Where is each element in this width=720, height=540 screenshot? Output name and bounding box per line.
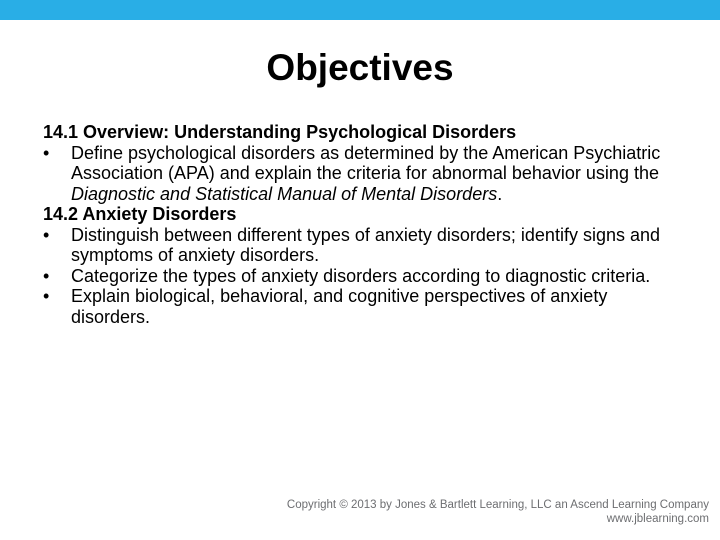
copyright-text: Copyright © 2013 by Jones & Bartlett Learning, LLC an Ascend Learning Company xyxy=(286,499,709,511)
bullet-text: Define psychological disorders as determined by the American Psychiatric Association (APA) and explain the criteria for abnormal behavior using the xyxy=(71,142,661,183)
copyright-footer xyxy=(287,498,709,526)
objectives-content xyxy=(43,122,683,327)
bullet-text: Explain biological, behavioral, and cognitive perspectives of anxiety disorders. xyxy=(71,286,608,327)
dsm-title-italic: Diagnostic and Statistical Manual of Mental Disorders xyxy=(71,183,498,204)
bullet-icon: • xyxy=(43,224,50,245)
section-heading: 14.1 Overview: Understanding Psychological Disorders xyxy=(43,122,517,142)
bullet-item xyxy=(43,225,683,266)
bullet-text-end: . xyxy=(497,183,503,204)
section-anxiety xyxy=(43,204,683,327)
top-accent-bar xyxy=(0,0,720,20)
website-text: www.jblearning.com xyxy=(606,513,709,525)
bullet-text: Categorize the types of anxiety disorders according to diagnostic criteria. xyxy=(71,265,651,286)
section-heading: 14.2 Anxiety Disorders xyxy=(43,204,237,224)
bullet-icon: • xyxy=(43,265,50,286)
bullet-icon: • xyxy=(43,286,50,306)
bullet-item xyxy=(43,143,683,205)
bullet-item xyxy=(43,286,683,327)
slide-title: Objectives xyxy=(266,47,454,88)
section-overview xyxy=(43,122,683,204)
bullet-item xyxy=(43,266,683,287)
bullet-text: Distinguish between different types of anxiety disorders; identify signs and symptoms of anxiety disorders. xyxy=(71,224,660,265)
bullet-icon: • xyxy=(43,142,50,163)
